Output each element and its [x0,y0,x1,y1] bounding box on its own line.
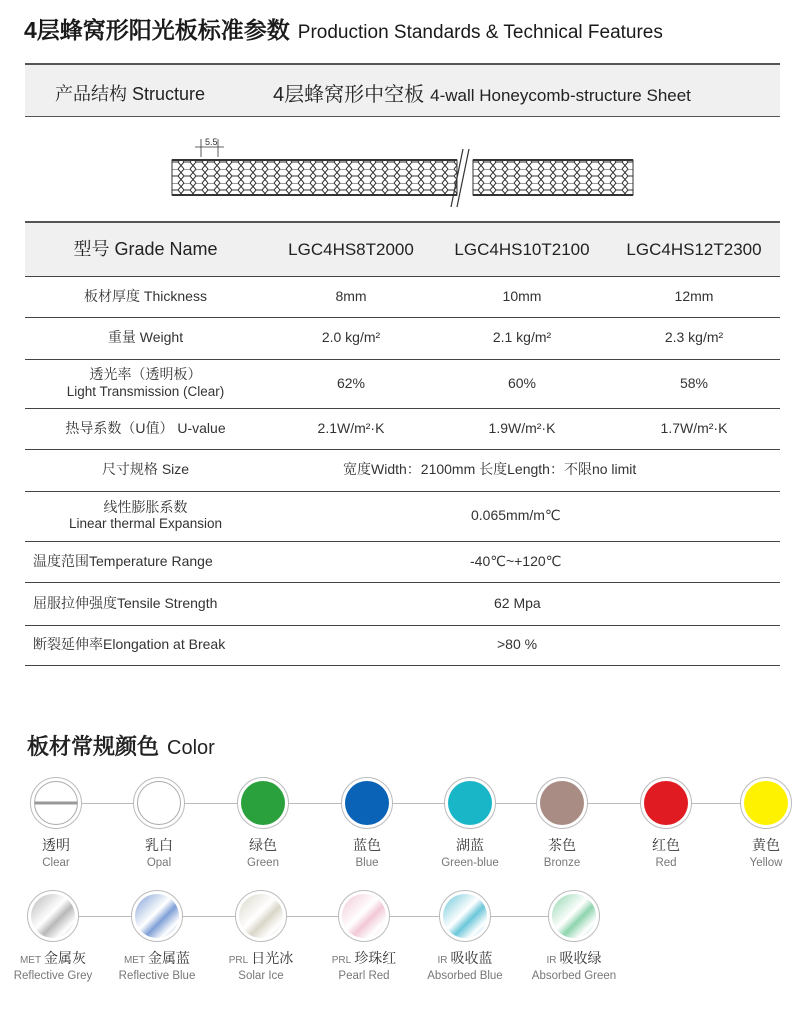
color-name-zh: 蓝色 [353,837,381,853]
color-circle [239,894,283,938]
color-name-zh: 茶色 [548,837,576,853]
grade-1: LGC4HS8T2000 [266,222,436,276]
temperature-label: 温度范围Temperature Range [25,541,266,582]
light-transmission-value-1: 62% [266,359,436,408]
light-transmission-value-2: 60% [436,359,608,408]
color-name-zh: 珍珠红 [354,950,397,966]
color-name-en: Absorbed Blue [427,970,503,982]
color-name-zh: 黄色 [752,837,780,853]
color-name-en: Absorbed Green [531,970,617,982]
color-circle [342,894,386,938]
color-swatch [201,890,321,982]
thickness-value-1: 8mm [266,276,436,317]
color-prefix: MET [123,955,146,966]
color-name-en: Opal [146,857,172,869]
elongation-row [25,625,780,665]
color-circle [135,894,179,938]
color-swatch [203,777,323,869]
tensile-label: 屈服拉伸强度Tensile Strength [25,582,266,625]
color-swatch [97,890,217,982]
linear-expansion-label-en: Linear thermal Expansion [68,516,223,532]
grade-3: LGC4HS12T2300 [608,222,780,276]
color-name-zh: 红色 [652,837,680,853]
weight-value-2: 2.1 kg/m² [436,317,608,359]
elongation-label: 断裂延伸率Elongation at Break [25,625,266,665]
tensile-row [25,582,780,625]
thickness-label: 板材厚度 Thickness [25,276,266,317]
color-circle [345,781,389,825]
color-name-zh: 日光冰 [251,950,294,966]
color-swatch [99,777,219,869]
color-circle [448,781,492,825]
weight-value-1: 2.0 kg/m² [266,317,436,359]
color-swatch [514,890,634,982]
color-name-en: Reflective Blue [118,970,196,982]
color-name-zh: 透明 [42,837,70,853]
color-circle [644,781,688,825]
size-label: 尺寸规格 Size [25,449,266,491]
color-swatch [706,777,803,869]
linear-expansion-label-zh: 线性膨胀系数 [103,498,188,515]
spec-table [25,221,780,666]
weight-value-3: 2.3 kg/m² [608,317,780,359]
thickness-value-2: 10mm [436,276,608,317]
color-circle [137,781,181,825]
colors-title-zh: 板材常规颜色 [27,734,160,759]
elongation-value: >80 % [266,625,780,665]
color-name-en: Pearl Red [338,970,390,982]
color-circle [540,781,584,825]
color-name-en: Reflective Grey [13,970,93,982]
linear-expansion-label [25,491,266,541]
spec-header-row [25,222,780,276]
color-name-en: Solar Ice [238,970,284,982]
page-title-zh: 4层蜂窝形阳光板标准参数 [24,17,290,43]
u-value-3: 1.7W/m²·K [608,408,780,449]
diagram-dimension-label: 5.5 [205,137,218,147]
size-value: 宽度Width：2100mm 长度Length：不限no limit [266,449,780,491]
color-circle [744,781,788,825]
colors-title [27,730,215,761]
grade-name-label: 型号 Grade Name [25,222,266,276]
color-name-en: Bronze [543,857,581,869]
light-transmission-label-en: Light Transmission (Clear) [66,383,225,399]
thickness-value-3: 12mm [608,276,780,317]
u-value-1: 2.1W/m²·K [266,408,436,449]
color-name-en: Green [247,857,279,869]
u-value-row [25,408,780,449]
color-prefix: IR [546,955,557,966]
light-transmission-label [25,359,266,408]
color-name-zh: 金属灰 [44,950,87,966]
light-transmission-row [25,359,780,408]
color-name-zh: 乳白 [145,837,173,853]
color-prefix: MET [19,955,42,966]
color-name-zh: 吸收绿 [559,950,602,966]
color-name-zh: 绿色 [249,837,277,853]
structure-value-en: 4-wall Honeycomb-structure Sheet [430,86,691,105]
color-circle [241,781,285,825]
color-circle [443,894,487,938]
color-name-zh: 吸收蓝 [450,950,493,966]
linear-expansion-row [25,491,780,541]
temperature-row [25,541,780,582]
structure-value-zh: 4层蜂窝形中空板 [273,84,425,106]
size-row [25,449,780,491]
color-circle [34,781,78,825]
color-name-zh: 湖蓝 [456,837,484,853]
u-value-label: 热导系数（U值） U-value [25,408,266,449]
color-circle [552,894,596,938]
thickness-row [25,276,780,317]
color-name-en: Yellow [749,857,783,869]
page-title [24,12,663,44]
light-transmission-label-zh: 透光率（透明板） [89,366,202,383]
color-swatch [502,777,622,869]
light-transmission-value-3: 58% [608,359,780,408]
grade-2: LGC4HS10T2100 [436,222,608,276]
color-prefix: IR [437,955,448,966]
color-name-en: Red [655,857,677,869]
color-name-en: Blue [355,857,379,869]
color-name-en: Clear [42,857,70,869]
structure-band [25,63,780,117]
color-circle [31,894,75,938]
structure-label: 产品结构 Structure [55,84,206,104]
color-swatch [405,890,525,982]
color-prefix: PRL [331,955,352,966]
weight-label: 重量 Weight [25,317,266,359]
page-title-en: Production Standards & Technical Features [297,22,663,43]
colors-title-en: Color [167,737,215,759]
color-name-en: Green-blue [441,857,499,869]
tensile-value: 62 Mpa [266,582,780,625]
weight-row [25,317,780,359]
temperature-value: -40℃~+120℃ [266,541,780,582]
color-swatch [307,777,427,869]
u-value-2: 1.9W/m²·K [436,408,608,449]
color-prefix: PRL [228,955,249,966]
linear-expansion-value: 0.065mm/m℃ [266,491,780,541]
honeycomb-cross-section-diagram [25,127,780,220]
color-name-zh: 金属蓝 [148,950,191,966]
structure-value [273,78,691,107]
